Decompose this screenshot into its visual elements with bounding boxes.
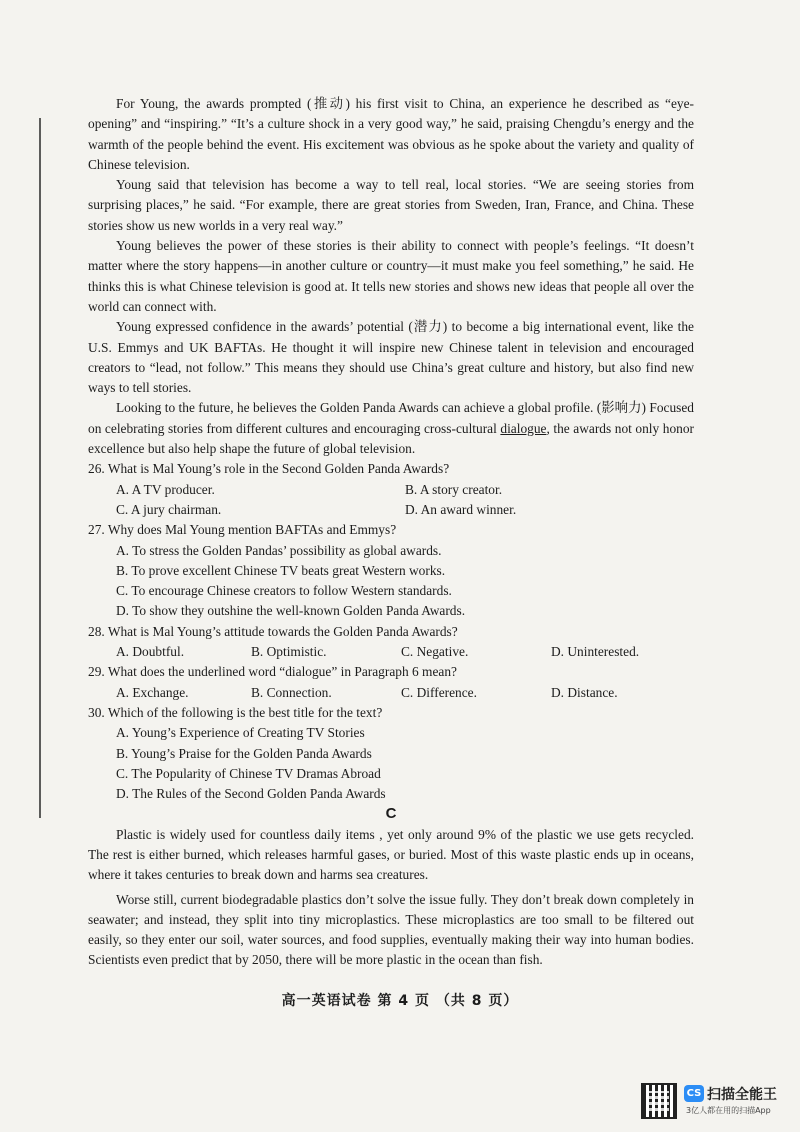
options — [116, 642, 694, 662]
question-stem: 29. What does the underlined word “dialogue” in Paragraph 6 mean? — [88, 664, 457, 680]
option-a: A. To stress the Golden Pandas’ possibility as global awards. — [116, 542, 442, 558]
passage-b-paragraph-2: For Young, the awards prompted (推动) his first visit to China, an experience he described as “eye-opening” and “inspiring.” “It’s a culture shock in a very good way,” he said, praising Chengdu’s energy and the warmth of the people behind the event. His excitement was obvious as he spoke about the variety and quality of Chinese television. — [88, 96, 694, 172]
paragraph-6-text-after: , the awards not only honor excellence but also help shape the future of global television. — [88, 420, 695, 457]
paragraph-6-text-before: Looking to the future, he believes the Golden Panda Awards can achieve a global profile. (影响力) Focused on celebrating stories from different cultures and encouraging cross-cultural — [88, 400, 694, 436]
qr-code-icon — [641, 1083, 677, 1119]
option-b: B. Young’s Praise for the Golden Panda Awards — [116, 745, 372, 761]
options — [116, 683, 694, 703]
question-stem: 27. Why does Mal Young mention BAFTAs and Emmys? — [88, 522, 397, 538]
option-b: B. A story creator. — [405, 481, 503, 497]
option-a: A. A TV producer. — [116, 481, 215, 497]
options — [116, 541, 694, 622]
option-b: B. Connection. — [251, 684, 332, 700]
option-d: D. Uninterested. — [551, 644, 640, 660]
scanner-app-tagline: 3亿人都在用的扫描App — [686, 1106, 771, 1115]
option-d: D. The Rules of the Second Golden Panda Awards — [116, 786, 386, 802]
exam-page-content — [88, 94, 694, 971]
question-29 — [88, 662, 694, 703]
passage-c-paragraph-1: Plastic is widely used for countless daily items , yet only around 9% of the plastic we use gets recycled. The rest is either burned, which releases harmful gases, or buried. Most of this waste plastic ends up in oceans, where it takes centuries to break down and harms sea creatures. — [88, 826, 694, 883]
question-stem: 26. What is Mal Young’s role in the Second Golden Panda Awards? — [88, 461, 450, 477]
scanner-app-name: 扫描全能王 — [707, 1087, 777, 1103]
page-footer: 高一英语试卷 第 4 页 （共 8 页） — [281, 993, 519, 1009]
options — [116, 480, 694, 521]
section-heading-c: C — [385, 805, 397, 823]
camscanner-logo-icon: CS — [684, 1085, 704, 1102]
option-a: A. Doubtful. — [116, 644, 185, 660]
passage-b-paragraph-6 — [88, 398, 694, 459]
question-stem: 28. What is Mal Young’s attitude towards the Golden Panda Awards? — [88, 623, 458, 639]
option-c: C. A jury chairman. — [116, 501, 222, 517]
option-c: C. Difference. — [401, 684, 477, 700]
options — [116, 723, 694, 804]
binding-margin-line — [39, 118, 41, 818]
option-a: A. Exchange. — [116, 684, 189, 700]
option-d: D. To show they outshine the well-known Golden Panda Awards. — [116, 603, 466, 619]
question-26 — [88, 459, 694, 520]
question-27 — [88, 520, 694, 621]
option-b: B. To prove excellent Chinese TV beats great Western works. — [116, 562, 446, 578]
option-c: C. The Popularity of Chinese TV Dramas Abroad — [116, 765, 381, 781]
option-b: B. Optimistic. — [251, 644, 327, 660]
option-c: C. To encourage Chinese creators to follow Western standards. — [116, 583, 452, 599]
question-30 — [88, 703, 694, 804]
underlined-word-dialogue: dialogue — [500, 420, 547, 436]
option-d: D. Distance. — [551, 684, 618, 700]
question-stem: 30. Which of the following is the best title for the text? — [88, 704, 383, 720]
option-a: A. Young’s Experience of Creating TV Stories — [116, 725, 365, 741]
passage-b-paragraph-3: Young said that television has become a way to tell real, local stories. “We are seeing stories from surprising places,” he said. “For example, there are great stories from Sweden, Iran, France, and China. These stories show us new worlds in a very real way.” — [88, 177, 694, 233]
option-c: C. Negative. — [401, 644, 469, 660]
question-28 — [88, 622, 694, 663]
passage-b-paragraph-5: Young expressed confidence in the awards’ potential (潜力) to become a big international event, like the U.S. Emmys and UK BAFTAs. He thought it will inspire new Chinese talent in television and encouraged creators to “lead, not follow.” This means they should use China’s great culture and history, but also find new ways to tell stories. — [88, 319, 694, 396]
passage-b-paragraph-4: Young believes the power of these stories is their ability to connect with people’s feelings. “It doesn’t matter where the story happens—in another culture or country—it must make you feel something,” he said. He thinks this is what Chinese television is good at. It tells new stories and shows new ideas that people all over the world can connect with. — [88, 238, 694, 314]
option-d: D. An award winner. — [405, 501, 517, 517]
passage-c-paragraph-2: Worse still, current biodegradable plastics don’t solve the issue fully. They don’t break down completely in seawater; and instead, they split into tiny microplastics. These microplastics are too small to be filtered out easily, so they enter our soil, water sources, and food supplies, eventually making their way into human bodies. Scientists even predict that by 2050, there will be more plastic in the ocean than fish. — [88, 891, 694, 968]
